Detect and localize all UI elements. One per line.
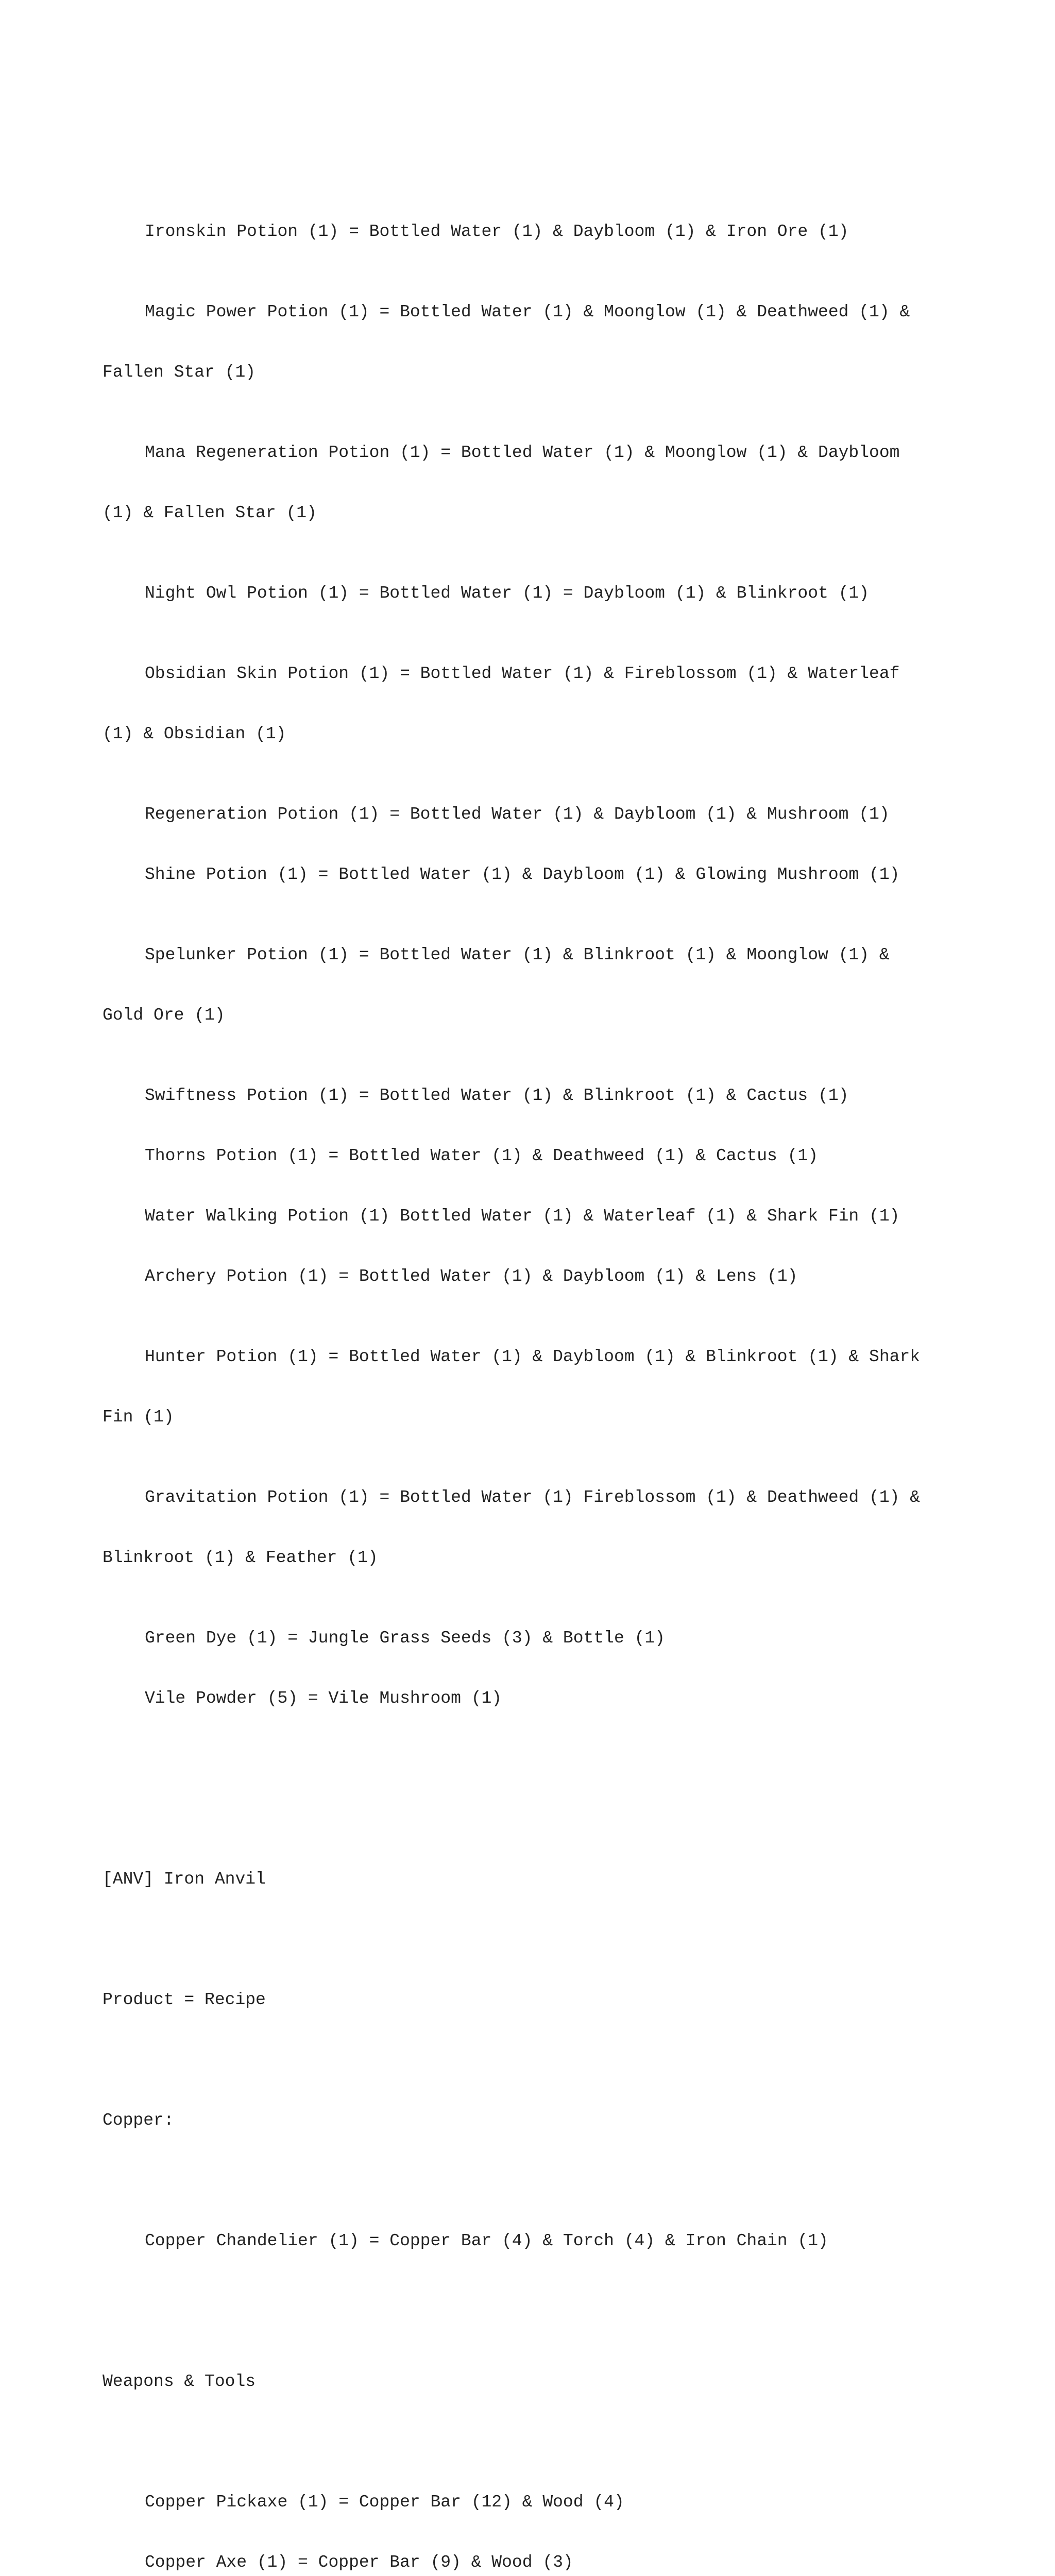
recipe-line: Magic Power Potion (1) = Bottled Water (1) & Moonglow (1) & Deathweed (1) & <box>145 302 910 321</box>
recipe-line: Copper Pickaxe (1) = Copper Bar (12) & Wood (4) <box>145 2493 624 2512</box>
recipe-line: Obsidian Skin Potion (1) = Bottled Water (1) & Fireblossom (1) & Waterleaf <box>145 664 900 683</box>
section-heading-copper: Copper: <box>103 2111 174 2130</box>
spacer <box>103 2432 1030 2452</box>
spacer <box>103 1809 1030 1829</box>
recipe-line: Green Dye (1) = Jungle Grass Seeds (3) & Bottle (1) <box>145 1629 665 1648</box>
recipe-line: Water Walking Potion (1) Bottled Water (1) & Waterleaf (1) & Shark Fin (1) <box>145 1207 900 1226</box>
recipe-line: Shine Potion (1) = Bottled Water (1) & Daybloom (1) & Glowing Mushroom (1) <box>145 865 900 884</box>
recipe-line: Night Owl Potion (1) = Bottled Water (1) = Daybloom (1) & Blinkroot (1) <box>145 584 870 603</box>
recipe-line-continuation: Fin (1) <box>103 1408 174 1427</box>
spacer <box>103 2171 1030 2191</box>
spacer <box>103 2291 1030 2311</box>
recipe-line-continuation: (1) & Obsidian (1) <box>103 724 286 743</box>
potion-recipe-list <box>103 181 1030 1749</box>
section-heading-anvil: [ANV] Iron Anvil <box>103 1870 266 1889</box>
recipe-line-continuation: Fallen Star (1) <box>103 363 256 382</box>
recipe-line: Mana Regeneration Potion (1) = Bottled Water (1) & Moonglow (1) & Daybloom <box>145 443 900 462</box>
recipe-line: Copper Chandelier (1) = Copper Bar (4) & Torch (4) & Iron Chain (1) <box>145 2231 828 2250</box>
spacer <box>103 1929 1030 1950</box>
recipe-line: Copper Axe (1) = Copper Bar (9) & Wood (3) <box>145 2553 573 2572</box>
recipe-line: Regeneration Potion (1) = Bottled Water (1) & Daybloom (1) & Mushroom (1) <box>145 805 890 824</box>
recipe-line: Ironskin Potion (1) = Bottled Water (1) & Daybloom (1) & Iron Ore (1) <box>145 222 849 241</box>
recipe-line: Gravitation Potion (1) = Bottled Water (1) Fireblossom (1) & Deathweed (1) & <box>145 1488 921 1507</box>
recipe-line-continuation: Gold Ore (1) <box>103 1006 225 1025</box>
recipe-line: Spelunker Potion (1) = Bottled Water (1) & Blinkroot (1) & Moonglow (1) & <box>145 945 890 964</box>
recipe-line-continuation: Blinkroot (1) & Feather (1) <box>103 1548 378 1567</box>
recipe-line: Hunter Potion (1) = Bottled Water (1) & Daybloom (1) & Blinkroot (1) & Shark <box>145 1347 921 1366</box>
format-legend: Product = Recipe <box>103 1990 266 2009</box>
recipe-line: Vile Powder (5) = Vile Mushroom (1) <box>145 1689 502 1708</box>
subsection-heading-copper-weapons: Weapons & Tools <box>103 2372 256 2391</box>
spacer <box>103 2050 1030 2070</box>
recipe-line-continuation: (1) & Fallen Star (1) <box>103 503 317 522</box>
recipe-line: Archery Potion (1) = Bottled Water (1) & Daybloom (1) & Lens (1) <box>145 1267 798 1286</box>
recipe-line: Thorns Potion (1) = Bottled Water (1) & Deathweed (1) & Cactus (1) <box>145 1146 819 1165</box>
recipe-document <box>103 101 1030 2576</box>
recipe-line: Swiftness Potion (1) = Bottled Water (1) & Blinkroot (1) & Cactus (1) <box>145 1086 849 1105</box>
